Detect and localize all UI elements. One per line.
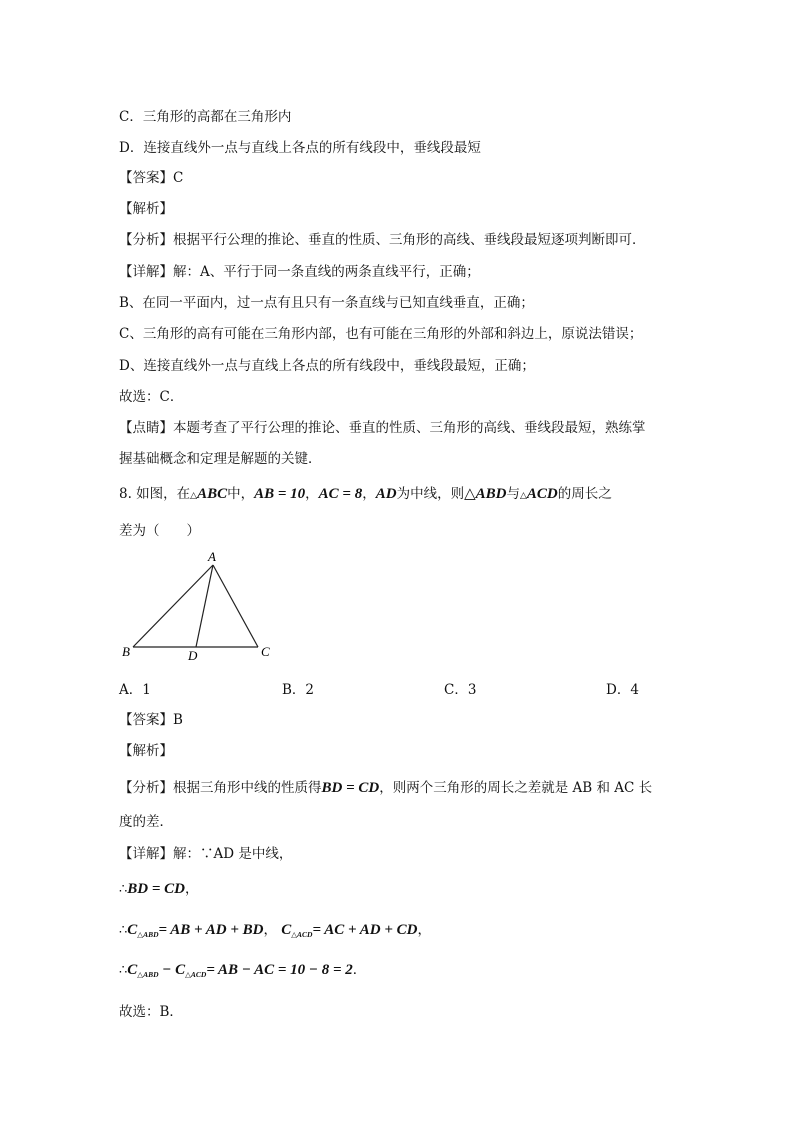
q8-eq2-right: = AC + AD + CD [312,922,418,938]
q8-ad: AD [375,486,397,502]
q7-choose: 故选：C． [119,389,184,405]
label-c: C [261,644,270,659]
q8-stem-line2: 差为（ ） [119,523,200,539]
q7-answer: 【答案】C [119,170,184,186]
q8-ac-value: AC = 8 [318,486,363,502]
q8-analysis-heading: 【解析】 [119,743,173,759]
q7-option-d: D．连接直线外一点与直线上各点的所有线段中，垂线段最短 [119,140,481,156]
q8-ab-value: AB = 10 [254,486,306,502]
edge-ac [213,565,258,647]
therefore-symbol: ∴ [119,923,128,938]
label-d: D [188,648,198,663]
q7-dianjing-1: 【点睛】本题考查了平行公理的推论、垂直的性质、三角形的高线、垂线段最短，熟练掌 [119,420,646,436]
q7-dianjing-2: 握基础概念和定理是解题的关键． [119,451,322,467]
q8-choose: 故选：B． [119,1004,183,1020]
q8-fenxi-line2: 度的差． [119,814,173,830]
q7-detail-3: C、三角形的高有可能在三角形内部，也有可能在三角形的外部和斜边上，原说法错误； [119,326,643,342]
label-a: A [208,549,216,564]
q8-eq1: BD = CD [127,881,186,897]
q7-fenxi: 【分析】根据平行公理的推论、垂直的性质、三角形的高线、垂线段最短逐项判断即可． [119,232,646,248]
q8-answer: 【答案】B [119,712,183,728]
q8-step-2: $\therefore C_{\triangle ABD}=$ AB + AD + BD， $C_{\triangle ACD}=$ AC + AD + CD， [119,922,431,939]
median-ad [196,565,213,647]
q8-perimeter-acd: $C_{\triangle ACD}$ [281,922,313,939]
therefore-symbol: ∴ [119,963,128,978]
q8-step-3: $\therefore C_{\triangle ABD} - C_{\triangle ACD}=$ AB − AC = 10 − 8 = 2． [119,962,367,979]
q8-perimeter-diff: $C_{\triangle ABD} - C_{\triangle ACD}$ [127,962,207,979]
label-b: B [122,644,130,659]
q7-detail-2: B、在同一平面内，过一点有且只有一条直线与已知直线垂直，正确； [119,295,534,311]
q8-fenxi-equation: BD = CD [321,780,380,796]
q8-triangle-acd: △ACD [519,486,558,502]
q8-eq3: = AB − AC = 10 − 8 = 2 [206,962,353,978]
q8-detail-1: 【详解】解：∵AD 是中线， [119,846,293,862]
q8-step-1: ∴BD = CD， [119,881,199,897]
q8-stem-line1: 8. 如图，在△ABC中，AB = 10，AC = 8，AD为中线，则△ABD与△ACD的周长之 [119,486,612,502]
q8-perimeter-abd: $C_{\triangle ABD}$ [127,922,159,939]
q8-triangle-abd: △ABD [464,486,507,502]
q7-option-c: C．三角形的高都在三角形内 [119,109,292,125]
q8-fenxi-line1: 【分析】根据三角形中线的性质得BD = CD，则两个三角形的周长之差就是 AB 和 AC 长 [119,780,653,796]
q7-detail-1: 【详解】解：A、平行于同一条直线的两条直线平行，正确； [119,264,480,280]
edge-ab [133,565,213,647]
q8-option-b: B．2 [282,682,315,698]
therefore-symbol: ∴ [119,882,128,897]
q7-detail-4: D、连接直线外一点与直线上各点的所有线段中，垂线段最短，正确； [119,358,535,374]
q8-option-d: D．4 [606,682,639,698]
q8-eq2-left: = AB + AD + BD [158,922,264,938]
q8-triangle-figure [118,548,278,666]
q8-option-c: C．3 [444,682,477,698]
q8-triangle-abc: △ABC [190,486,228,502]
q8-number: 8. 如图，在 [119,486,191,502]
q8-option-a: A．1 [119,682,151,698]
q7-analysis-heading: 【解析】 [119,201,173,217]
